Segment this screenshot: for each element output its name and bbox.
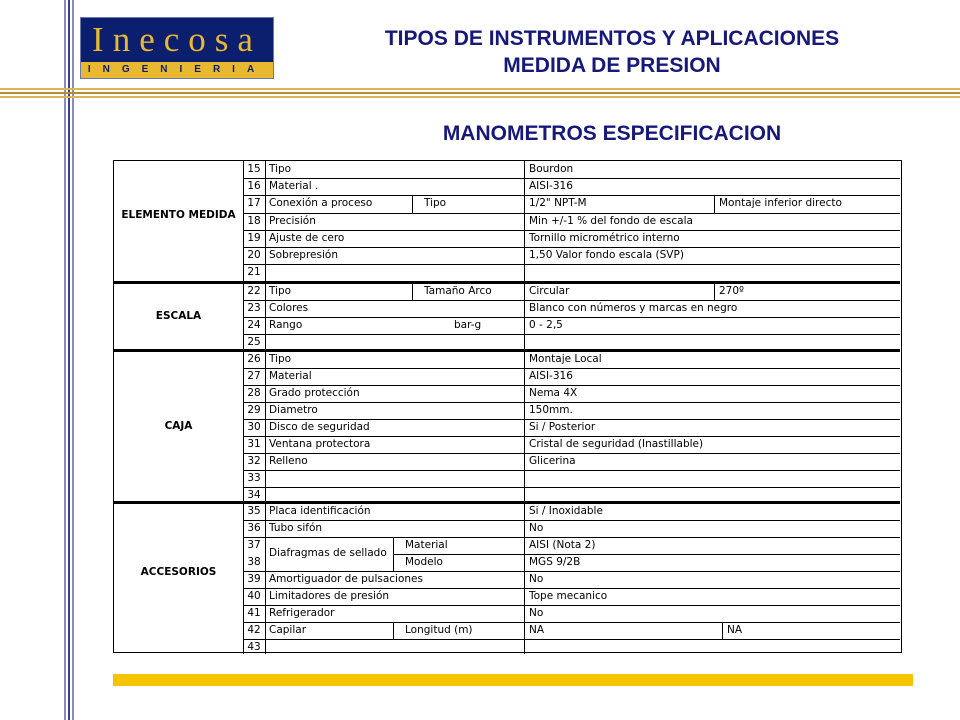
left-rule-middle (68, 0, 70, 720)
row-value: 0 - 2,5 (529, 319, 563, 331)
row-number: 32 (247, 455, 261, 467)
row-number: 42 (247, 624, 261, 636)
row-value: No (529, 573, 544, 585)
row-divider (243, 419, 900, 420)
row-number: 19 (247, 232, 261, 244)
row-number: 25 (247, 336, 261, 348)
row-value: Cristal de seguridad (Inastillable) (529, 438, 704, 450)
row-value: Glicerina (529, 455, 576, 467)
section-label-elemento: ELEMENTO MEDIDA (121, 209, 236, 221)
row-item-label: Grado protección (269, 387, 360, 399)
value2-divider (722, 622, 723, 639)
row-item-label: Amortiguador de pulsaciones (269, 573, 423, 585)
row-number: 23 (247, 302, 261, 314)
value2-divider (714, 283, 715, 300)
row-item-label: Refrigerador (269, 607, 335, 619)
row-value: Min +/-1 % del fondo de escala (529, 215, 693, 227)
row-divider (243, 487, 900, 488)
col-divider-value (524, 161, 525, 654)
header-rule-top (0, 88, 960, 90)
header-rule-bottom (0, 96, 960, 98)
section-label-accesorios: ACCESORIOS (140, 565, 217, 578)
row-divider (243, 264, 900, 265)
row-number: 31 (247, 438, 261, 450)
section-separator (114, 501, 900, 504)
row-number: 41 (247, 607, 261, 619)
col-divider-number (265, 161, 266, 654)
row-number: 37 (247, 539, 261, 551)
row-divider (243, 368, 900, 369)
row-number: 34 (247, 489, 261, 501)
row-number: 20 (247, 249, 261, 261)
page-title-line2: MEDIDA DE PRESION (503, 54, 721, 77)
row-divider (243, 230, 900, 231)
row-divider (243, 520, 900, 521)
sub-col-divider (393, 537, 394, 554)
row-divider (243, 453, 900, 454)
row-number: 18 (247, 215, 261, 227)
row-number: 40 (247, 590, 261, 602)
row-divider (243, 605, 900, 606)
row-item-label: Ajuste de cero (269, 232, 345, 244)
row-divider (393, 554, 900, 555)
row-item-label: Tubo sifón (269, 522, 323, 534)
company-logo (80, 17, 274, 79)
row-number: 43 (247, 641, 261, 653)
logo-name: Inecosa (92, 20, 262, 59)
row-unit: bar-g (454, 319, 482, 331)
row-value2: NA (727, 624, 743, 636)
spec-sheet (113, 160, 902, 653)
row-divider (243, 178, 900, 179)
left-rule-inner (72, 0, 74, 720)
row-divider (243, 402, 900, 403)
row-value: Tope mecanico (529, 590, 608, 602)
row-value: Si / Inoxidable (529, 505, 603, 517)
row-sub-label: Modelo (405, 556, 443, 568)
row-divider (243, 470, 900, 471)
row-value2: 270º (719, 285, 744, 297)
row-number: 16 (247, 180, 261, 192)
row-value: 150mm. (529, 404, 573, 416)
row-item-label: Diametro (269, 404, 318, 416)
row-item-label: Tipo (269, 285, 292, 297)
row-number: 17 (247, 197, 261, 209)
row-number: 35 (247, 505, 261, 517)
row-divider (243, 213, 900, 214)
row-value: NA (529, 624, 545, 636)
sub-col-divider (412, 195, 413, 213)
row-divider (243, 317, 900, 318)
row-item-label: Placa identificación (269, 505, 371, 517)
row-divider (243, 639, 900, 640)
row-value: AISI (Nota 2) (529, 539, 596, 551)
row-number: 15 (247, 163, 261, 175)
row-number: 28 (247, 387, 261, 399)
sub-col-divider (393, 554, 394, 571)
row-item-label: Capilar (269, 624, 307, 636)
row-value: Tornillo micrométrico interno (529, 232, 680, 244)
row-number: 33 (247, 472, 261, 484)
row-item-label: Conexión a proceso (269, 197, 373, 209)
page-title-line1: TIPOS DE INSTRUMENTOS Y APLICACIONES (384, 27, 840, 50)
row-sub-label: Longitud (m) (405, 624, 473, 636)
row-value: AISI-316 (529, 180, 573, 192)
row-value: Circular (529, 285, 570, 297)
sub-col-divider (393, 622, 394, 639)
row-item-label: Disco de seguridad (269, 421, 370, 433)
row-value: No (529, 522, 544, 534)
section-label-escala: ESCALA (155, 310, 202, 322)
row-divider (243, 436, 900, 437)
row-divider (243, 385, 900, 386)
left-rule-outer (64, 0, 66, 720)
row-value: Montaje Local (529, 353, 602, 365)
row-value: No (529, 607, 544, 619)
logo-subtitle: INGENIERIA (87, 64, 267, 75)
row-value: 1,50 Valor fondo escala (SVP) (529, 249, 684, 261)
row-sub-label: Tipo (424, 197, 447, 209)
row-item-label-diafragmas: Diafragmas de sellado (269, 547, 387, 559)
row-divider (243, 537, 900, 538)
section-separator (114, 349, 900, 352)
row-number: 27 (247, 370, 261, 382)
row-item-label: Relleno (269, 455, 308, 467)
row-number: 29 (247, 404, 261, 416)
row-item-label: Material (269, 370, 312, 382)
row-divider (243, 195, 900, 196)
row-value: 1/2" NPT-M (529, 197, 587, 209)
section-label-caja: CAJA (164, 420, 193, 432)
row-value2: Montaje inferior directo (719, 197, 842, 209)
row-divider (243, 300, 900, 301)
row-divider (243, 247, 900, 248)
row-number: 22 (247, 285, 261, 297)
footer-bar (113, 674, 913, 686)
sub-col-divider (412, 283, 413, 300)
row-divider (243, 588, 900, 589)
section-title: MANOMETROS ESPECIFICACION (442, 122, 782, 145)
row-value: Si / Posterior (529, 421, 596, 433)
row-item-label: Material . (269, 180, 319, 192)
row-item-label: Colores (269, 302, 309, 314)
row-number: 36 (247, 522, 261, 534)
value2-divider (714, 195, 715, 213)
row-value: Bourdon (529, 163, 574, 175)
row-value: AISI-316 (529, 370, 573, 382)
row-number: 30 (247, 421, 261, 433)
row-number: 39 (247, 573, 261, 585)
row-number: 24 (247, 319, 261, 331)
row-item-label: Rango (269, 319, 303, 331)
row-divider (243, 622, 900, 623)
section-separator (114, 281, 900, 284)
row-item-label: Sobrepresión (269, 249, 338, 261)
row-divider (243, 334, 900, 335)
row-number: 38 (247, 556, 261, 568)
row-item-label: Limitadores de presión (269, 590, 390, 602)
row-item-label: Ventana protectora (269, 438, 371, 450)
row-item-label: Tipo (269, 163, 292, 175)
row-number: 21 (247, 266, 261, 278)
row-value: Blanco con números y marcas en negro (529, 302, 738, 314)
row-item-label: Precisión (269, 215, 316, 227)
row-item-label: Tipo (269, 353, 292, 365)
row-sub-label: Tamaño Arco (424, 285, 492, 297)
row-number: 26 (247, 353, 261, 365)
row-value: Nema 4X (529, 387, 578, 399)
row-divider (243, 571, 900, 572)
row-sub-label: Material (405, 539, 448, 551)
header-rule-middle (0, 92, 960, 94)
row-value: MGS 9/2B (529, 556, 581, 568)
